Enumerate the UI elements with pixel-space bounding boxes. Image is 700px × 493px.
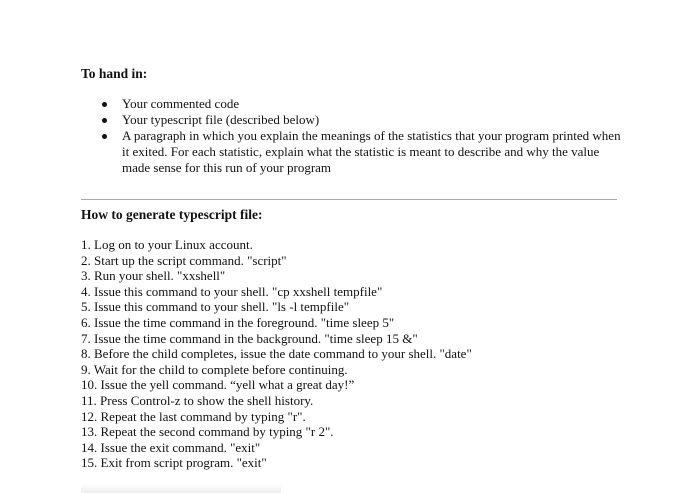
- step-item: 1. Log on to your Linux account.: [81, 237, 253, 252]
- hand-in-item-text: Your commented code: [122, 96, 240, 111]
- step-item: 5. Issue this command to your shell. "ls -l tempfile": [81, 299, 350, 315]
- step-item: 11. Press Control-z to show the shell history.: [81, 392, 314, 408]
- step-item: 15. Exit from script program. "exit": [81, 455, 267, 471]
- step-item: 6. Issue the time command in the foreground. "time sleep 5": [81, 314, 395, 330]
- hand-in-item-text: A paragraph in which you explain the meanings of the statistics that your program printed when it exited. For each statistic, explain what the statistic is meant to describe and why the value made sense for this run of your program: [122, 128, 621, 175]
- hand-in-list: [81, 96, 626, 176]
- hand-in-heading: To hand in:: [81, 66, 148, 81]
- step-item: 8. Before the child completes, issue the date command to your shell. "date": [81, 346, 472, 362]
- hand-in-item-text: Your typescript file (described below): [122, 112, 320, 127]
- list-item: [81, 112, 626, 128]
- step-item: 2. Start up the script command. "script": [81, 252, 287, 268]
- bullet-icon: [102, 118, 107, 123]
- list-item: [81, 96, 626, 112]
- step-item: 13. Repeat the second command by typing "r 2".: [81, 424, 334, 440]
- section-divider: [81, 199, 617, 200]
- step-item: 14. Issue the exit command. "exit": [81, 439, 261, 455]
- bullet-icon: [102, 134, 107, 139]
- step-item: 7. Issue the time command in the background. "time sleep 15 &": [81, 330, 418, 346]
- step-item: 12. Repeat the last command by typing "r".: [81, 408, 306, 424]
- bullet-icon: [102, 102, 107, 107]
- step-item: 9. Wait for the child to complete before continuing.: [81, 361, 348, 377]
- list-item: [81, 128, 626, 176]
- step-item: 3. Run your shell. "xxshell": [81, 268, 226, 284]
- step-item: 4. Issue this command to your shell. "cp xxshell tempfile": [81, 283, 383, 299]
- step-item: 10. Issue the yell command. “yell what a great day!”: [81, 377, 355, 393]
- typescript-heading: How to generate typescript file:: [81, 207, 263, 222]
- bottom-fade: [81, 484, 281, 493]
- typescript-steps-list: [81, 237, 641, 471]
